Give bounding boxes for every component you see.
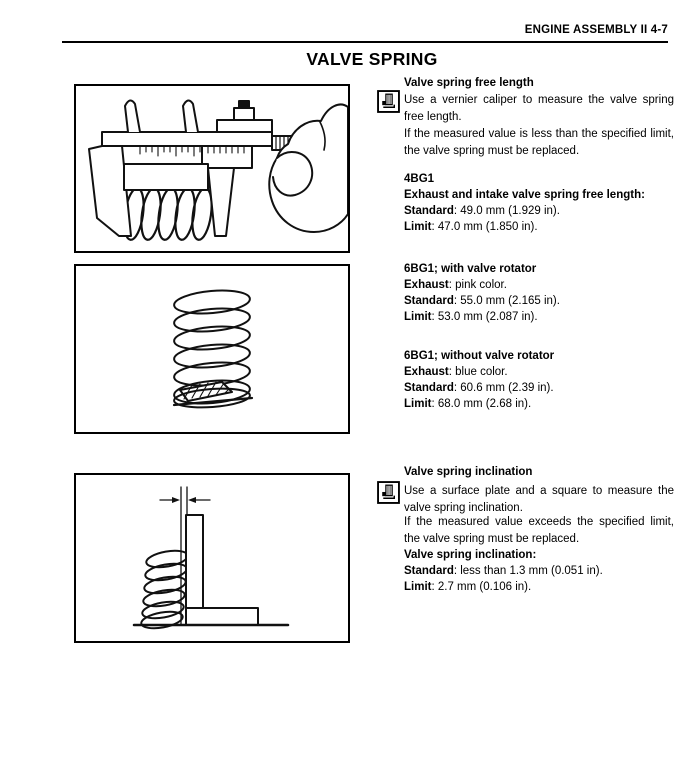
measuring-tool-icon [377,90,400,113]
caliper-illustration [76,86,348,251]
page-header-label: ENGINE ASSEMBLY II 4-7 [524,24,668,36]
spec-limit-line: Limit: 53.0 mm (2.087 in). [404,311,538,323]
spec-block-6bg1-no-rotator [404,348,554,412]
spring-coils [121,187,214,241]
section-heading-free-length: Valve spring free length [404,77,534,89]
spec-limit-line: Limit: 47.0 mm (1.850 in). [404,221,538,233]
spec-subheading: Valve spring inclination: [404,549,537,561]
page-title: VALVE SPRING [306,49,438,69]
spec-block-4bg1 [404,171,645,235]
spec-limit-line: Limit: 68.0 mm (2.68 in). [404,398,532,410]
spec-exhaust-line: Exhaust: pink color. [404,279,507,291]
spec-standard-line: Standard: 55.0 mm (2.165 in). [404,295,560,307]
spec-exhaust-line: Exhaust: blue color. [404,366,508,378]
free-length-paragraph-2: If the measured value is less than the specified limit, the valve spring must be replaced. [404,128,674,157]
inclination-paragraph-1: Use a surface plate and a square to measure the valve spring inclination. [404,485,674,514]
square-base [186,608,258,625]
measuring-tool-icon [377,481,400,504]
spec-block-6bg1-rotator [404,261,560,325]
inclination-illustration [76,475,348,641]
inclination-paragraph-2: If the measured value exceeds the specified limit, the valve spring must be replaced. [404,516,674,545]
spec-model: 4BG1 [404,173,435,185]
spec-model: 6BG1; with valve rotator [404,263,537,275]
spec-limit-line: Limit: 2.7 mm (0.106 in). [404,581,532,593]
spec-standard-line: Standard: less than 1.3 mm (0.051 in). [404,565,603,577]
spec-model: 6BG1; without valve rotator [404,350,555,362]
spec-subheading: Exhaust and intake valve spring free length: [404,189,645,201]
spec-standard-line: Standard: 60.6 mm (2.39 in). [404,382,554,394]
header-rule [62,41,668,43]
square-blade [186,515,203,608]
spec-standard-line: Standard: 49.0 mm (1.929 in). [404,205,560,217]
free-length-paragraph-1: Use a vernier caliper to measure the valve spring free length. [404,94,674,123]
spec-block-inclination [404,547,603,595]
figure-valve-spring [74,264,350,434]
hand-outline [269,105,348,232]
valve-spring-illustration [76,266,348,432]
figure-caliper-measurement [74,84,350,253]
figure-inclination-check [74,473,350,643]
section-heading-inclination: Valve spring inclination [404,466,533,478]
